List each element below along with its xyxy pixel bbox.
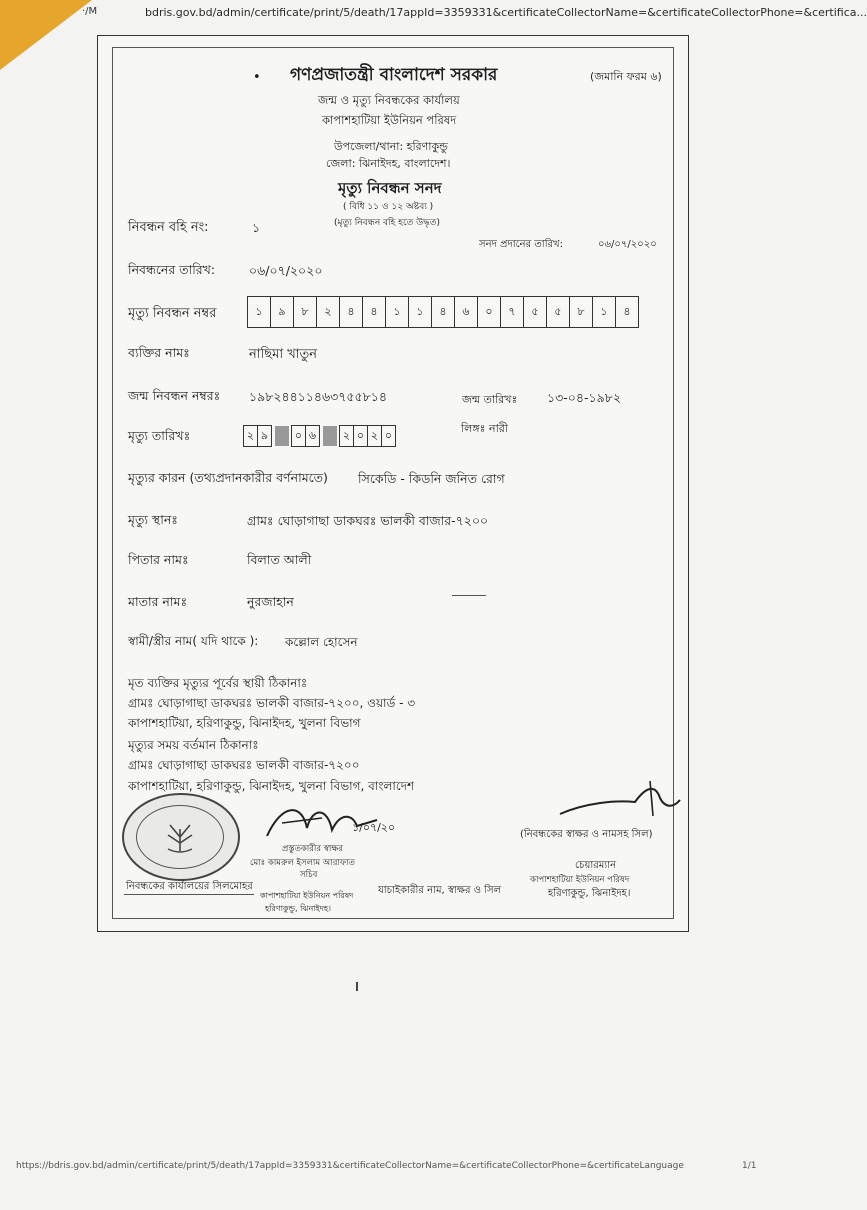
death-reg-number-boxes	[247, 296, 639, 328]
office-seal-label: নিবন্ধকের কার্যালয়ের সিলমোহর	[126, 881, 253, 892]
book-no-value: ১	[252, 220, 261, 235]
death-reg-digit: ৮	[294, 297, 317, 327]
district-name: জেলা: ঝিনাইদহ, বাংলাদেশ।	[326, 157, 451, 170]
reg-date-value: ০৬/০৭/২০২০	[249, 263, 323, 278]
death-year-digit: ০	[381, 425, 396, 447]
death-reg-no-label: মৃত্যু নিবন্ধন নম্বর	[128, 306, 217, 321]
mother-value: নুরজাহান	[247, 594, 294, 609]
seal-emblem-icon	[160, 815, 200, 855]
browser-url-header: bdris.gov.bd/admin/certificate/print/5/death/17appId=3359331&certificateCollectorName=&certificateCollectorPhone=&certifica...	[145, 6, 867, 19]
tape-corner	[0, 0, 92, 70]
death-reg-digit: ৮	[570, 297, 593, 327]
cause-label: মৃত্যুর কারন (তথ্যপ্রদানকারীর বর্ণনামতে)	[128, 470, 328, 485]
death-year-digit: ২	[367, 425, 382, 447]
father-value: বিলাত আলী	[247, 552, 312, 567]
book-no-label: নিবন্ধন বহি নং:	[128, 220, 209, 235]
browser-header-prefix: ·/M	[82, 6, 98, 17]
office-seal-line	[124, 894, 254, 895]
death-month-digit: ৬	[305, 425, 320, 447]
death-place-value: গ্রামঃ ঘোড়াগাছা ডাকঘরঃ ভালকী বাজার-৭২০০	[247, 513, 489, 528]
death-date-boxes	[244, 425, 396, 447]
date-separator	[275, 426, 289, 446]
stray-mark	[356, 982, 358, 991]
signature-date: ১/০৭/২০	[352, 821, 396, 834]
death-place-label: মৃত্যু স্থানঃ	[128, 512, 178, 527]
browser-url-footer: https://bdris.gov.bd/admin/certificate/print/5/death/17appId=3359331&certificateCollectorName=&certificateCollectorPhone=&certificateLanguage	[16, 1161, 684, 1171]
secretary-title: সচিব	[300, 870, 318, 880]
birth-reg-value: ১৯৮২৪৪১১৪৬৩৭৫৫৮১৪	[249, 389, 387, 404]
registrar-signature-icon	[555, 778, 685, 823]
death-reg-digit: ৫	[524, 297, 547, 327]
mother-label: মাতার নামঃ	[128, 594, 188, 609]
government-title: গণপ্রজাতন্ত্রী বাংলাদেশ সরকার	[290, 65, 498, 85]
prepared-sign-label: প্রস্তুতকারীর স্বাক্ষর	[282, 844, 343, 854]
spouse-value: কল্লোল হোসেন	[285, 635, 358, 649]
cause-value: সিকেডি - কিডনি জনিত রোগ	[358, 471, 505, 486]
rule-reference: ( বিধি ১১ ও ১২ অষ্টব্য )	[343, 202, 434, 212]
form-number: (জমানি ফরম ৬)	[590, 70, 662, 83]
name-value: নাছিমা খাতুন	[249, 347, 318, 362]
death-month-digit: ০	[291, 425, 306, 447]
birth-date-label: জন্ম তারিখঃ	[462, 393, 518, 406]
page-count: 1/1	[742, 1161, 757, 1171]
death-reg-digit: ৪	[432, 297, 455, 327]
present-address-line1: গ্রামঃ ঘোড়াগাছা ডাকঘরঃ ভালকী বাজার-৭২০০	[128, 758, 360, 772]
death-reg-digit: ১	[409, 297, 432, 327]
issue-date-value: ০৬/০৭/২০২০	[598, 239, 657, 250]
death-date-label: মৃত্যু তারিখঃ	[128, 428, 191, 443]
death-reg-digit: ০	[478, 297, 501, 327]
certificate-title: মৃত্যু নিবন্ধন সনদ	[338, 179, 442, 197]
father-label: পিতার নামঃ	[128, 552, 189, 567]
death-reg-digit: ৪	[623, 304, 631, 318]
office-name: জন্ম ও মৃত্যু নিবন্ধকের কার্যালয়	[318, 93, 460, 107]
death-reg-digit: ৯	[271, 297, 294, 327]
death-reg-digit: ৪	[340, 297, 363, 327]
registrar-title: চেয়ারম্যান	[575, 860, 617, 871]
death-reg-digit: ২	[317, 297, 340, 327]
registrar-place: হরিণাকুন্ডু, ঝিনাইদহ।	[548, 888, 631, 899]
registrar-union: কাপাশহাটিয়া ইউনিয়ন পরিষদ	[530, 875, 630, 885]
stray-line	[452, 595, 486, 596]
secretary-place: হরিণাকুন্ডু, ঝিনাইদহ।	[265, 904, 331, 913]
secretary-union: কাপাশহাটিয়া ইউনিয়ন পরিষদ	[260, 891, 354, 900]
death-reg-digit: ৫	[547, 297, 570, 327]
present-address-line2: কাপাশহাটিয়া, হরিণাকুন্ডু, ঝিনাইদহ, খুলনা বিভাগ, বাংলাদেশ	[128, 779, 415, 793]
death-year-digit: ২	[339, 425, 354, 447]
birth-reg-label: জন্ম নিবন্ধন নম্বরঃ	[128, 388, 221, 403]
birth-date-value: ১৩-০৪-১৯৮২	[547, 390, 621, 405]
verifier-label: যাচাইকারীর নাম, স্বাক্ষর ও সিল	[378, 885, 502, 896]
date-separator	[323, 426, 337, 446]
registrar-sign-label: (নিবন্ধকের স্বাক্ষর ও নামসহ সিল)	[520, 829, 653, 840]
death-reg-digit: ১	[386, 297, 409, 327]
permanent-address-line1: গ্রামঃ ঘোড়াগাছা ডাকঘরঃ ভালকী বাজার-৭২০০, ওয়ার্ড - ৩	[128, 696, 416, 710]
spouse-label: স্বামী/স্ত্রীর নাম( যদি থাকে ):	[128, 634, 259, 648]
death-reg-digit: ৬	[455, 297, 478, 327]
death-reg-digit: ৪	[363, 297, 386, 327]
union-name: কাপাশহাটিয়া ইউনিয়ন পরিষদ	[322, 113, 457, 127]
secretary-name: মোঃ কামরুল ইসলাম আরাফাত	[250, 858, 355, 868]
death-day-digit: ২	[243, 425, 258, 447]
permanent-address-label: মৃত ব্যক্তির মৃত্যুর পূর্বের স্থায়ী ঠিকানাঃ	[128, 676, 308, 690]
gender-value: লিঙ্গঃ নারী	[461, 422, 508, 435]
upazila-name: উপজেলা/থানা: হরিণাকুন্ডু	[334, 140, 448, 153]
issue-date-label: সনদ প্রদানের তারিখ:	[479, 239, 563, 250]
extract-note: (মৃত্যু নিবন্ধন বহি হতে উদ্ধৃত)	[334, 218, 441, 228]
permanent-address-line2: কাপাশহাটিয়া, হরিণাকুন্ডু, ঝিনাইদহ, খুলনা বিভাগ	[128, 716, 361, 730]
death-year-digit: ০	[353, 425, 368, 447]
death-reg-digit: ১	[593, 297, 616, 327]
reg-date-label: নিবন্ধনের তারিখ:	[128, 262, 216, 277]
name-label: ব্যক্তির নামঃ	[128, 345, 190, 360]
present-address-label: মৃত্যুর সময় বর্তমান ঠিকানাঃ	[128, 738, 259, 752]
bullet-mark: •	[253, 70, 261, 85]
death-reg-digit: ১	[248, 297, 271, 327]
death-day-digit: ৯	[257, 425, 272, 447]
death-reg-digit: ৭	[501, 297, 524, 327]
